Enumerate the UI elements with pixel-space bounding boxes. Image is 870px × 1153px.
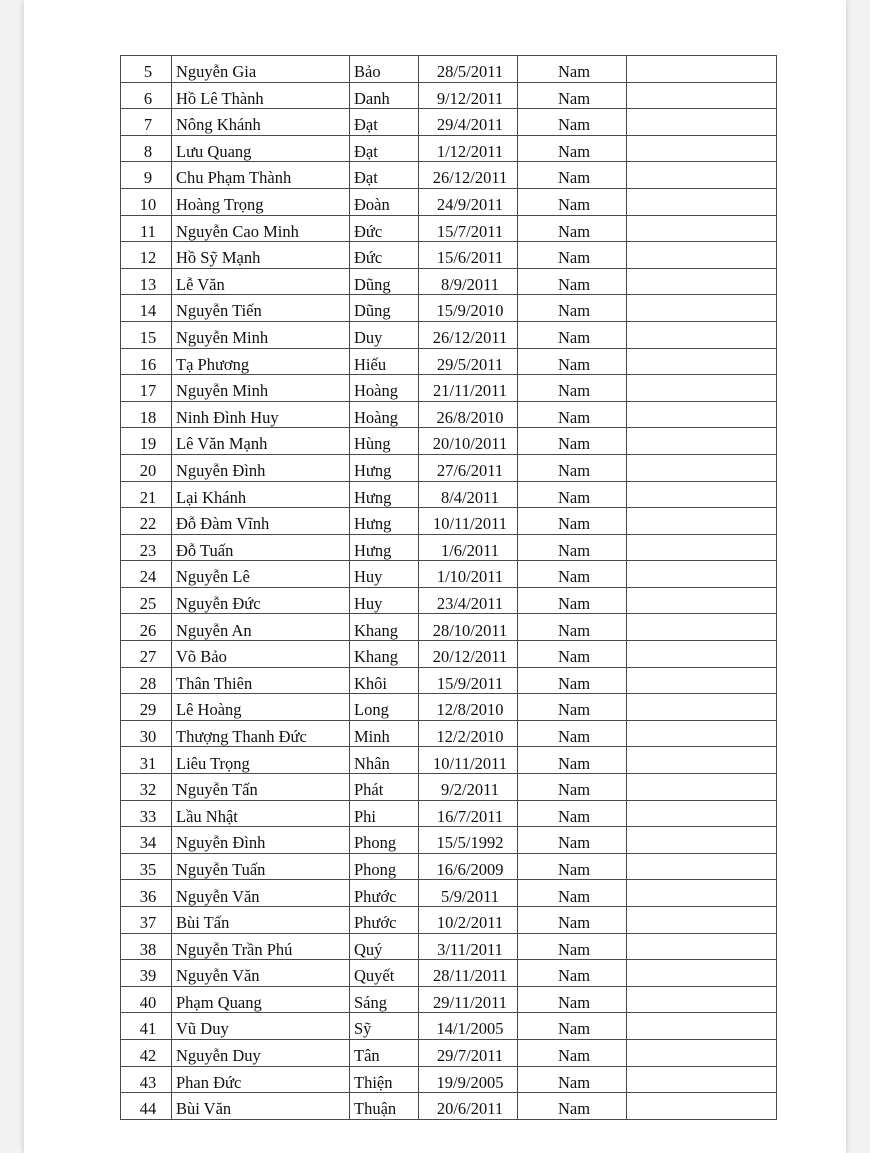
cell-gioi-tinh: Nam bbox=[518, 747, 627, 774]
cell-ngay-sinh: 5/9/2011 bbox=[419, 880, 518, 907]
cell-ten: Đức bbox=[350, 242, 419, 269]
cell-ghi-chu bbox=[627, 242, 777, 269]
cell-gioi-tinh: Nam bbox=[518, 321, 627, 348]
cell-gioi-tinh: Nam bbox=[518, 454, 627, 481]
cell-ngay-sinh: 16/6/2009 bbox=[419, 853, 518, 880]
cell-ngay-sinh: 9/12/2011 bbox=[419, 82, 518, 109]
cell-ten: Khôi bbox=[350, 667, 419, 694]
student-table-body bbox=[121, 56, 777, 1120]
cell-ho-dem: Chu Phạm Thành bbox=[172, 162, 350, 189]
cell-ngay-sinh: 15/6/2011 bbox=[419, 242, 518, 269]
table-row bbox=[121, 481, 777, 508]
cell-gioi-tinh: Nam bbox=[518, 428, 627, 455]
cell-ten: Minh bbox=[350, 720, 419, 747]
cell-ten: Hưng bbox=[350, 534, 419, 561]
cell-gioi-tinh: Nam bbox=[518, 720, 627, 747]
cell-ten: Phước bbox=[350, 880, 419, 907]
table-row bbox=[121, 827, 777, 854]
cell-stt: 34 bbox=[121, 827, 172, 854]
cell-ten: Đạt bbox=[350, 135, 419, 162]
cell-gioi-tinh: Nam bbox=[518, 109, 627, 136]
cell-ten: Dũng bbox=[350, 268, 419, 295]
cell-ten: Đức bbox=[350, 215, 419, 242]
cell-ngay-sinh: 15/9/2011 bbox=[419, 667, 518, 694]
cell-gioi-tinh: Nam bbox=[518, 401, 627, 428]
cell-ten: Hoàng bbox=[350, 401, 419, 428]
cell-ngay-sinh: 26/8/2010 bbox=[419, 401, 518, 428]
cell-ghi-chu bbox=[627, 747, 777, 774]
cell-ho-dem: Lầu Nhật bbox=[172, 800, 350, 827]
table-row bbox=[121, 401, 777, 428]
cell-ten: Sỹ bbox=[350, 1013, 419, 1040]
cell-ten: Nhân bbox=[350, 747, 419, 774]
cell-ten: Thuận bbox=[350, 1093, 419, 1120]
cell-ten: Hưng bbox=[350, 508, 419, 535]
cell-ho-dem: Phan Đức bbox=[172, 1066, 350, 1093]
cell-ngay-sinh: 15/5/1992 bbox=[419, 827, 518, 854]
cell-ghi-chu bbox=[627, 614, 777, 641]
cell-stt: 24 bbox=[121, 561, 172, 588]
cell-ghi-chu bbox=[627, 800, 777, 827]
cell-ho-dem: Ninh Đình Huy bbox=[172, 401, 350, 428]
cell-stt: 41 bbox=[121, 1013, 172, 1040]
table-row bbox=[121, 747, 777, 774]
cell-gioi-tinh: Nam bbox=[518, 986, 627, 1013]
cell-ten: Đoàn bbox=[350, 188, 419, 215]
cell-stt: 29 bbox=[121, 694, 172, 721]
cell-stt: 16 bbox=[121, 348, 172, 375]
cell-ngay-sinh: 29/11/2011 bbox=[419, 986, 518, 1013]
cell-stt: 27 bbox=[121, 641, 172, 668]
cell-ho-dem: Nguyễn Văn bbox=[172, 960, 350, 987]
cell-gioi-tinh: Nam bbox=[518, 188, 627, 215]
cell-gioi-tinh: Nam bbox=[518, 295, 627, 322]
cell-ghi-chu bbox=[627, 880, 777, 907]
cell-stt: 39 bbox=[121, 960, 172, 987]
cell-ho-dem: Lưu Quang bbox=[172, 135, 350, 162]
cell-ghi-chu bbox=[627, 827, 777, 854]
cell-ngay-sinh: 23/4/2011 bbox=[419, 587, 518, 614]
cell-ghi-chu bbox=[627, 1066, 777, 1093]
cell-ghi-chu bbox=[627, 587, 777, 614]
cell-ho-dem: Phạm Quang bbox=[172, 986, 350, 1013]
cell-ngay-sinh: 15/9/2010 bbox=[419, 295, 518, 322]
table-row bbox=[121, 800, 777, 827]
cell-ten: Hưng bbox=[350, 481, 419, 508]
cell-stt: 11 bbox=[121, 215, 172, 242]
cell-ho-dem: Vũ Duy bbox=[172, 1013, 350, 1040]
cell-gioi-tinh: Nam bbox=[518, 215, 627, 242]
cell-stt: 23 bbox=[121, 534, 172, 561]
cell-stt: 30 bbox=[121, 720, 172, 747]
table-row bbox=[121, 614, 777, 641]
document-page bbox=[24, 0, 846, 1153]
cell-ngay-sinh: 9/2/2011 bbox=[419, 774, 518, 801]
table-row bbox=[121, 933, 777, 960]
cell-ho-dem: Nguyễn Duy bbox=[172, 1039, 350, 1066]
cell-ngay-sinh: 12/2/2010 bbox=[419, 720, 518, 747]
cell-ghi-chu bbox=[627, 401, 777, 428]
cell-ngay-sinh: 8/4/2011 bbox=[419, 481, 518, 508]
cell-ten: Khang bbox=[350, 641, 419, 668]
cell-ten: Hưng bbox=[350, 454, 419, 481]
cell-ghi-chu bbox=[627, 1039, 777, 1066]
cell-ho-dem: Liêu Trọng bbox=[172, 747, 350, 774]
cell-ghi-chu bbox=[627, 561, 777, 588]
cell-gioi-tinh: Nam bbox=[518, 534, 627, 561]
cell-gioi-tinh: Nam bbox=[518, 960, 627, 987]
cell-gioi-tinh: Nam bbox=[518, 508, 627, 535]
cell-ten: Bảo bbox=[350, 56, 419, 83]
student-table bbox=[120, 55, 777, 1120]
cell-ho-dem: Nguyễn Văn bbox=[172, 880, 350, 907]
cell-ngay-sinh: 29/4/2011 bbox=[419, 109, 518, 136]
cell-ngay-sinh: 29/5/2011 bbox=[419, 348, 518, 375]
table-row bbox=[121, 587, 777, 614]
cell-stt: 36 bbox=[121, 880, 172, 907]
cell-gioi-tinh: Nam bbox=[518, 268, 627, 295]
cell-ten: Phi bbox=[350, 800, 419, 827]
cell-ngay-sinh: 16/7/2011 bbox=[419, 800, 518, 827]
cell-stt: 40 bbox=[121, 986, 172, 1013]
cell-gioi-tinh: Nam bbox=[518, 375, 627, 402]
cell-gioi-tinh: Nam bbox=[518, 481, 627, 508]
cell-ghi-chu bbox=[627, 907, 777, 934]
cell-ghi-chu bbox=[627, 481, 777, 508]
cell-ghi-chu bbox=[627, 1093, 777, 1120]
cell-gioi-tinh: Nam bbox=[518, 82, 627, 109]
cell-stt: 42 bbox=[121, 1039, 172, 1066]
cell-gioi-tinh: Nam bbox=[518, 1066, 627, 1093]
cell-ten: Long bbox=[350, 694, 419, 721]
cell-ghi-chu bbox=[627, 960, 777, 987]
cell-stt: 44 bbox=[121, 1093, 172, 1120]
table-row bbox=[121, 774, 777, 801]
table-row bbox=[121, 56, 777, 83]
table-row bbox=[121, 561, 777, 588]
table-row bbox=[121, 1093, 777, 1120]
table-row bbox=[121, 534, 777, 561]
cell-ten: Hùng bbox=[350, 428, 419, 455]
cell-ten: Phát bbox=[350, 774, 419, 801]
cell-ho-dem: Nguyễn Gia bbox=[172, 56, 350, 83]
cell-gioi-tinh: Nam bbox=[518, 1013, 627, 1040]
cell-stt: 31 bbox=[121, 747, 172, 774]
cell-ten: Dũng bbox=[350, 295, 419, 322]
cell-stt: 18 bbox=[121, 401, 172, 428]
cell-ten: Phước bbox=[350, 907, 419, 934]
table-row bbox=[121, 375, 777, 402]
table-row bbox=[121, 109, 777, 136]
cell-ngay-sinh: 15/7/2011 bbox=[419, 215, 518, 242]
cell-ngay-sinh: 19/9/2005 bbox=[419, 1066, 518, 1093]
cell-ghi-chu bbox=[627, 215, 777, 242]
cell-gioi-tinh: Nam bbox=[518, 800, 627, 827]
cell-ngay-sinh: 29/7/2011 bbox=[419, 1039, 518, 1066]
cell-ghi-chu bbox=[627, 454, 777, 481]
cell-ngay-sinh: 20/12/2011 bbox=[419, 641, 518, 668]
cell-ngay-sinh: 28/5/2011 bbox=[419, 56, 518, 83]
cell-ho-dem: Nguyễn Tiến bbox=[172, 295, 350, 322]
cell-gioi-tinh: Nam bbox=[518, 907, 627, 934]
cell-ho-dem: Lê Hoàng bbox=[172, 694, 350, 721]
table-row bbox=[121, 1066, 777, 1093]
cell-stt: 33 bbox=[121, 800, 172, 827]
cell-ghi-chu bbox=[627, 1013, 777, 1040]
cell-ngay-sinh: 28/11/2011 bbox=[419, 960, 518, 987]
cell-stt: 32 bbox=[121, 774, 172, 801]
cell-gioi-tinh: Nam bbox=[518, 348, 627, 375]
cell-ho-dem: Thượng Thanh Đức bbox=[172, 720, 350, 747]
cell-stt: 35 bbox=[121, 853, 172, 880]
cell-ngay-sinh: 28/10/2011 bbox=[419, 614, 518, 641]
cell-ten: Quý bbox=[350, 933, 419, 960]
cell-gioi-tinh: Nam bbox=[518, 614, 627, 641]
cell-gioi-tinh: Nam bbox=[518, 587, 627, 614]
cell-ngay-sinh: 1/12/2011 bbox=[419, 135, 518, 162]
cell-ghi-chu bbox=[627, 667, 777, 694]
cell-stt: 6 bbox=[121, 82, 172, 109]
cell-ho-dem: Thân Thiên bbox=[172, 667, 350, 694]
cell-ho-dem: Nguyễn Minh bbox=[172, 321, 350, 348]
cell-stt: 9 bbox=[121, 162, 172, 189]
cell-stt: 20 bbox=[121, 454, 172, 481]
cell-ten: Phong bbox=[350, 827, 419, 854]
table-row bbox=[121, 694, 777, 721]
table-row bbox=[121, 428, 777, 455]
cell-ngay-sinh: 8/9/2011 bbox=[419, 268, 518, 295]
table-row bbox=[121, 853, 777, 880]
cell-ho-dem: Nông Khánh bbox=[172, 109, 350, 136]
cell-ho-dem: Hồ Sỹ Mạnh bbox=[172, 242, 350, 269]
table-row bbox=[121, 188, 777, 215]
cell-ten: Huy bbox=[350, 587, 419, 614]
table-row bbox=[121, 215, 777, 242]
table-row bbox=[121, 82, 777, 109]
cell-ghi-chu bbox=[627, 162, 777, 189]
cell-gioi-tinh: Nam bbox=[518, 853, 627, 880]
cell-ten: Huy bbox=[350, 561, 419, 588]
cell-gioi-tinh: Nam bbox=[518, 135, 627, 162]
cell-ghi-chu bbox=[627, 853, 777, 880]
cell-ho-dem: Võ Bảo bbox=[172, 641, 350, 668]
cell-stt: 43 bbox=[121, 1066, 172, 1093]
cell-ghi-chu bbox=[627, 508, 777, 535]
cell-ngay-sinh: 20/6/2011 bbox=[419, 1093, 518, 1120]
cell-gioi-tinh: Nam bbox=[518, 561, 627, 588]
cell-ten: Tân bbox=[350, 1039, 419, 1066]
cell-ghi-chu bbox=[627, 428, 777, 455]
cell-ten: Duy bbox=[350, 321, 419, 348]
cell-ngay-sinh: 10/2/2011 bbox=[419, 907, 518, 934]
cell-gioi-tinh: Nam bbox=[518, 641, 627, 668]
cell-ghi-chu bbox=[627, 774, 777, 801]
cell-ngay-sinh: 20/10/2011 bbox=[419, 428, 518, 455]
cell-stt: 38 bbox=[121, 933, 172, 960]
table-row bbox=[121, 641, 777, 668]
table-row bbox=[121, 1039, 777, 1066]
cell-stt: 28 bbox=[121, 667, 172, 694]
cell-ngay-sinh: 10/11/2011 bbox=[419, 747, 518, 774]
table-row bbox=[121, 880, 777, 907]
cell-ngay-sinh: 14/1/2005 bbox=[419, 1013, 518, 1040]
cell-stt: 10 bbox=[121, 188, 172, 215]
cell-ghi-chu bbox=[627, 375, 777, 402]
cell-ten: Đạt bbox=[350, 109, 419, 136]
cell-ten: Thiện bbox=[350, 1066, 419, 1093]
cell-stt: 21 bbox=[121, 481, 172, 508]
cell-ghi-chu bbox=[627, 694, 777, 721]
cell-gioi-tinh: Nam bbox=[518, 56, 627, 83]
cell-ten: Hiếu bbox=[350, 348, 419, 375]
cell-stt: 19 bbox=[121, 428, 172, 455]
cell-ho-dem: Nguyễn Tuấn bbox=[172, 853, 350, 880]
cell-ho-dem: Nguyễn Cao Minh bbox=[172, 215, 350, 242]
table-row bbox=[121, 321, 777, 348]
cell-ngay-sinh: 24/9/2011 bbox=[419, 188, 518, 215]
cell-ngay-sinh: 21/11/2011 bbox=[419, 375, 518, 402]
cell-ghi-chu bbox=[627, 56, 777, 83]
table-row bbox=[121, 986, 777, 1013]
cell-ho-dem: Hoàng Trọng bbox=[172, 188, 350, 215]
cell-ghi-chu bbox=[627, 188, 777, 215]
cell-ho-dem: Nguyễn Đình bbox=[172, 827, 350, 854]
cell-ghi-chu bbox=[627, 986, 777, 1013]
cell-stt: 13 bbox=[121, 268, 172, 295]
table-row bbox=[121, 268, 777, 295]
cell-ghi-chu bbox=[627, 295, 777, 322]
cell-ho-dem: Lễ Văn bbox=[172, 268, 350, 295]
cell-ho-dem: Bùi Tấn bbox=[172, 907, 350, 934]
table-row bbox=[121, 960, 777, 987]
cell-gioi-tinh: Nam bbox=[518, 827, 627, 854]
cell-ghi-chu bbox=[627, 82, 777, 109]
cell-ten: Phong bbox=[350, 853, 419, 880]
cell-ten: Khang bbox=[350, 614, 419, 641]
cell-stt: 22 bbox=[121, 508, 172, 535]
cell-gioi-tinh: Nam bbox=[518, 1093, 627, 1120]
cell-ngay-sinh: 1/10/2011 bbox=[419, 561, 518, 588]
table-row bbox=[121, 135, 777, 162]
cell-ngay-sinh: 26/12/2011 bbox=[419, 162, 518, 189]
table-row bbox=[121, 508, 777, 535]
table-row bbox=[121, 720, 777, 747]
cell-ten: Sáng bbox=[350, 986, 419, 1013]
cell-ho-dem: Nguyễn An bbox=[172, 614, 350, 641]
cell-gioi-tinh: Nam bbox=[518, 242, 627, 269]
cell-ghi-chu bbox=[627, 321, 777, 348]
cell-ghi-chu bbox=[627, 348, 777, 375]
cell-gioi-tinh: Nam bbox=[518, 694, 627, 721]
cell-gioi-tinh: Nam bbox=[518, 1039, 627, 1066]
cell-ten: Hoàng bbox=[350, 375, 419, 402]
cell-ho-dem: Nguyễn Lê bbox=[172, 561, 350, 588]
cell-ngay-sinh: 1/6/2011 bbox=[419, 534, 518, 561]
cell-ho-dem: Nguyễn Đình bbox=[172, 454, 350, 481]
cell-ngay-sinh: 10/11/2011 bbox=[419, 508, 518, 535]
cell-gioi-tinh: Nam bbox=[518, 933, 627, 960]
cell-ngay-sinh: 27/6/2011 bbox=[419, 454, 518, 481]
cell-ho-dem: Nguyễn Trần Phú bbox=[172, 933, 350, 960]
table-row bbox=[121, 348, 777, 375]
cell-ho-dem: Đỗ Đàm Vĩnh bbox=[172, 508, 350, 535]
cell-stt: 17 bbox=[121, 375, 172, 402]
cell-stt: 25 bbox=[121, 587, 172, 614]
cell-stt: 12 bbox=[121, 242, 172, 269]
cell-ho-dem: Nguyễn Minh bbox=[172, 375, 350, 402]
cell-ho-dem: Tạ Phương bbox=[172, 348, 350, 375]
cell-ghi-chu bbox=[627, 534, 777, 561]
cell-ho-dem: Lê Văn Mạnh bbox=[172, 428, 350, 455]
table-row bbox=[121, 667, 777, 694]
cell-gioi-tinh: Nam bbox=[518, 162, 627, 189]
cell-ghi-chu bbox=[627, 933, 777, 960]
cell-stt: 5 bbox=[121, 56, 172, 83]
cell-stt: 15 bbox=[121, 321, 172, 348]
cell-ho-dem: Lại Khánh bbox=[172, 481, 350, 508]
cell-gioi-tinh: Nam bbox=[518, 880, 627, 907]
cell-gioi-tinh: Nam bbox=[518, 774, 627, 801]
cell-stt: 37 bbox=[121, 907, 172, 934]
cell-ghi-chu bbox=[627, 109, 777, 136]
table-row bbox=[121, 1013, 777, 1040]
cell-ghi-chu bbox=[627, 641, 777, 668]
cell-ghi-chu bbox=[627, 720, 777, 747]
cell-stt: 7 bbox=[121, 109, 172, 136]
cell-ho-dem: Hồ Lê Thành bbox=[172, 82, 350, 109]
cell-ten: Danh bbox=[350, 82, 419, 109]
cell-ngay-sinh: 12/8/2010 bbox=[419, 694, 518, 721]
cell-stt: 14 bbox=[121, 295, 172, 322]
cell-ho-dem: Nguyễn Tấn bbox=[172, 774, 350, 801]
cell-ten: Đạt bbox=[350, 162, 419, 189]
cell-ghi-chu bbox=[627, 268, 777, 295]
table-row bbox=[121, 162, 777, 189]
cell-ghi-chu bbox=[627, 135, 777, 162]
cell-ngay-sinh: 26/12/2011 bbox=[419, 321, 518, 348]
cell-ho-dem: Bùi Văn bbox=[172, 1093, 350, 1120]
cell-ho-dem: Đỗ Tuấn bbox=[172, 534, 350, 561]
cell-ho-dem: Nguyễn Đức bbox=[172, 587, 350, 614]
cell-ten: Quyết bbox=[350, 960, 419, 987]
cell-ngay-sinh: 3/11/2011 bbox=[419, 933, 518, 960]
cell-stt: 26 bbox=[121, 614, 172, 641]
table-row bbox=[121, 242, 777, 269]
table-row bbox=[121, 295, 777, 322]
cell-gioi-tinh: Nam bbox=[518, 667, 627, 694]
cell-stt: 8 bbox=[121, 135, 172, 162]
table-row bbox=[121, 907, 777, 934]
table-row bbox=[121, 454, 777, 481]
